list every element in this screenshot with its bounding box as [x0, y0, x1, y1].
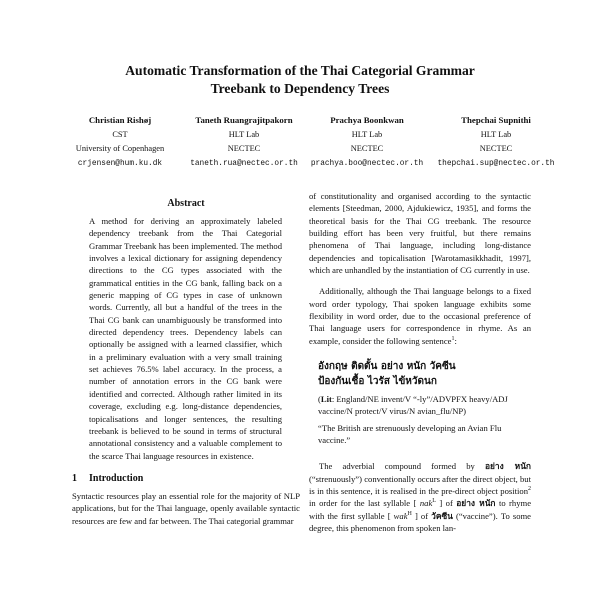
- gloss-label: Lit: [320, 394, 332, 405]
- author-email: thepchai.sup@nectec.or.th: [437, 159, 555, 168]
- left-column: [72, 198, 300, 527]
- author-institution: NECTEC: [479, 144, 513, 154]
- author-2: [178, 113, 310, 171]
- paragraph-text: ] of: [439, 498, 453, 509]
- paragraph-adverbial-compound: [309, 460, 531, 534]
- paragraph-text: The adverbial compound formed by: [319, 461, 475, 472]
- author-name: Taneth Ruangrajitpakorn: [195, 115, 293, 125]
- author-name: Prachya Boonkwan: [330, 115, 404, 125]
- paragraph-text: to rhyme with the first syllable [: [309, 498, 532, 521]
- author-affiliation: HLT Lab: [228, 129, 260, 139]
- author-affiliation: HLT Lab: [351, 129, 383, 139]
- author-3: [304, 113, 430, 171]
- footnote-marker: 2: [528, 486, 531, 493]
- author-1: [60, 113, 180, 171]
- tone-marker: H: [407, 510, 412, 517]
- tone-marker: L: [432, 498, 436, 505]
- right-column: [309, 190, 531, 543]
- thai-example-line-1: อังกฤษ ติดตั้น อย่าง หนัก วัคซีน: [318, 361, 456, 373]
- author-block: [58, 113, 558, 173]
- thai-example-line-2: ป้องกันเชื้อ ไวรัส ไข้หวัดนก: [318, 376, 437, 388]
- section-number: 1: [72, 472, 77, 484]
- paragraph-text: ] of: [414, 510, 429, 521]
- paragraph-text-end: :: [454, 335, 457, 346]
- abstract-heading: Abstract: [167, 198, 205, 209]
- author-institution: NECTEC: [350, 144, 384, 154]
- author-4: [428, 113, 564, 171]
- paragraph-constitutionality: of constitutionality and organised according to the syntactic elements [Steedman, 2000, Ajdukiewicz, 1935], and forms the theoretical basis for the Thai CG treebank. The resource building effort has been very fruitful, but there remains phenomena of Thai language, including long-distance dependencies and topicalisation [Warotamasikkhadit, 1997], which are unhandled by the instantiation of CG currently in use.: [309, 191, 531, 276]
- example-gloss: (Lit: England/NE invent/V “-ly”/ADVPFX heavy/ADJ vaccine/N protect/V virus/N avian_flu/NP): [318, 394, 508, 417]
- paragraph-text: in order for the last syllable [: [309, 498, 417, 509]
- abstract-text: A method for deriving an approximately labeled dependency treebank from the Thai Categorial Grammar Treebank has been implemented. The method involves a lexical dictionary for assigning dependency directions to the CG types associated with the grammatical entities in the CG bank, falling back on a generic mapping of CG types in case of unknown words. Currently, all but a handful of the trees in the Thai CG bank can unambiguously be transformed into directed dependency trees. Dependency labels can optionally be assigned with a learned classifier, which in a preliminary evaluation with a very small training set achieves 76.5% label accuracy. In the process, a number of annotation errors in the CG bank were identified and corrected. Although rather limited in its coverage, excluding e.g. long-distance dependencies, topicalisations and longer sentences, the resulting treebank is believed to be sound in terms of structural annotational consistency and a valuable complement to the scarce Thai language resources in existence.: [89, 216, 282, 461]
- paragraph-text: Additionally, although the Thai language belongs to a fixed word order typology, Thai spoken language exhibits some flexibility in word order, due to the occasional preference of Thai language users for correspondence in rhyme. As an example, consider the following sentence: [309, 286, 531, 346]
- example-translation: “The British are strenuously developing an Avian Flu vaccine.”: [318, 422, 502, 446]
- author-email: taneth.rua@nectec.or.th: [190, 159, 298, 168]
- author-name: Christian Rishøj: [88, 115, 152, 125]
- author-email: crjensen@hum.ku.dk: [77, 159, 163, 168]
- paragraph-word-order: [309, 285, 531, 347]
- section-title: Introduction: [89, 472, 144, 484]
- footnote-marker: 1: [451, 335, 455, 342]
- author-institution: University of Copenhagen: [75, 144, 165, 154]
- author-institution: NECTEC: [227, 144, 261, 154]
- title-line-2: Treebank to Dependency Trees: [210, 81, 390, 96]
- author-affiliation: CST: [112, 129, 128, 139]
- paragraph-text: (“strenuously”) conventionally occurs after the direct object, but is in this sentence, it is realised in the pre-direct object position: [309, 473, 531, 496]
- introduction-text: Syntactic resources play an essential role for the majority of NLP applications, but for the Thai language, openly available syntactic resources are few and far between. The Thai categorial grammar: [72, 490, 300, 526]
- thai-inline-word: อย่าง หนัก: [456, 498, 496, 509]
- thai-inline-word: อย่าง หนัก: [485, 461, 532, 472]
- section-heading-introduction: [72, 473, 300, 484]
- gloss-text: : England/NE invent/V “-ly”/ADVPFX heavy/ADJ vaccine/N protect/V virus/N avian_flu/NP): [318, 394, 508, 417]
- author-name: Thepchai Supnithi: [461, 115, 531, 125]
- thai-example-sentence: [318, 359, 531, 389]
- paper-title: [0, 62, 600, 98]
- author-email: prachya.boo@nectec.or.th: [310, 159, 424, 168]
- ipa-syllable: nak: [419, 498, 433, 509]
- paragraph-text: (“vaccine”). To some degree, this phenomenon from spoken lan-: [309, 510, 531, 534]
- author-affiliation: HLT Lab: [480, 129, 512, 139]
- thai-inline-word: วัคซีน: [431, 510, 453, 521]
- ipa-syllable: wak: [393, 510, 408, 521]
- title-line-1: Automatic Transformation of the Thai Categorial Grammar: [125, 63, 475, 78]
